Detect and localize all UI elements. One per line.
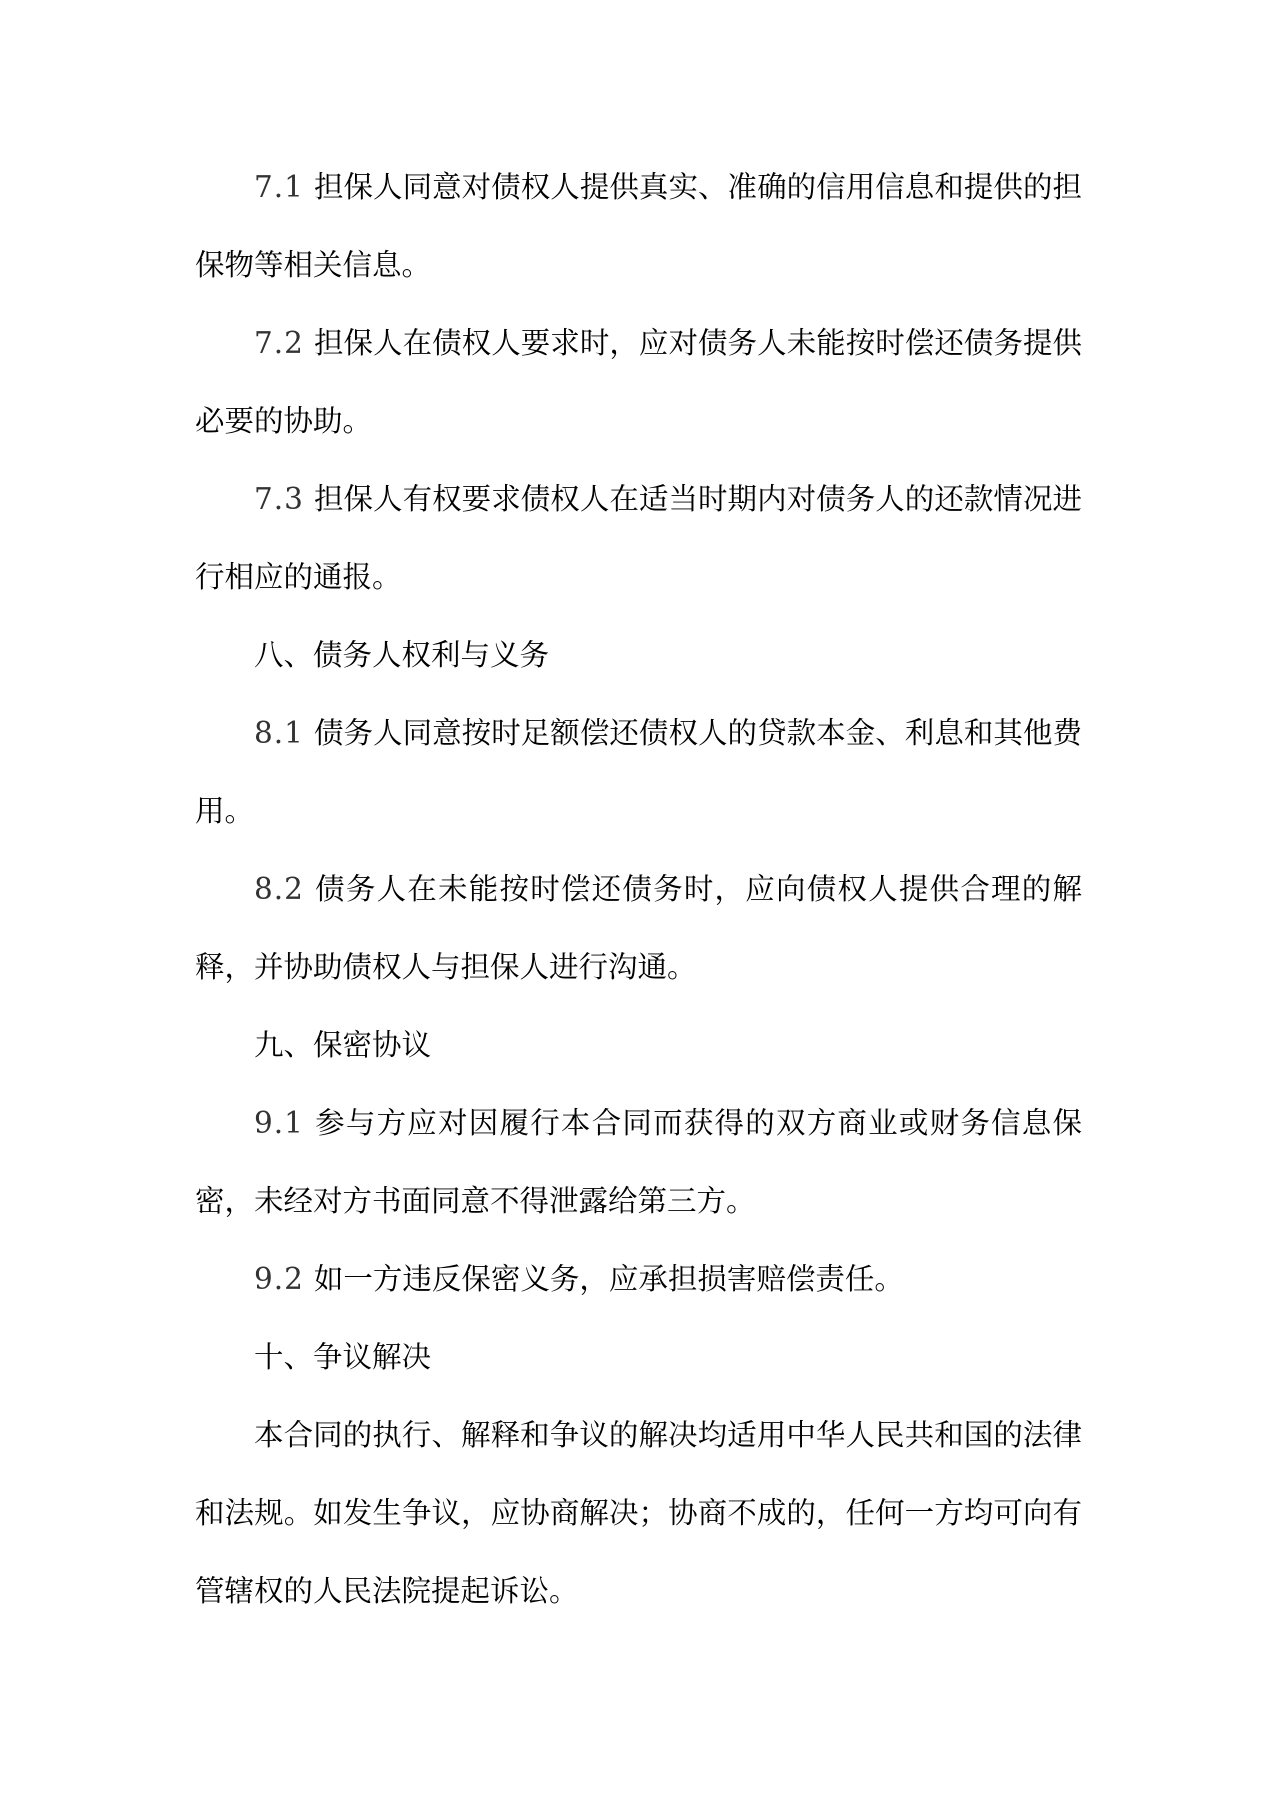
clause-text: 担保人在债权人要求时，应对债务人未能按时偿还债务提供必要的协助。 bbox=[195, 326, 1082, 438]
clause-text: 债务人同意按时足额偿还债权人的贷款本金、利息和其他费用。 bbox=[195, 716, 1082, 828]
clause-number: 8.2 bbox=[254, 872, 304, 906]
clause-text: 担保人有权要求债权人在适当时期内对债务人的还款情况进行相应的通报。 bbox=[195, 482, 1082, 594]
section-heading-10: 十、争议解决 bbox=[254, 1340, 432, 1374]
clause-text: 债务人在未能按时偿还债务时，应向债权人提供合理的解释，并协助债权人与担保人进行沟通。 bbox=[195, 872, 1082, 984]
clause-7-1 bbox=[195, 148, 1082, 304]
document-body bbox=[195, 148, 1082, 1630]
clause-text: 参与方应对因履行本合同而获得的双方商业或财务信息保密，未经对方书面同意不得泄露给第三方。 bbox=[195, 1106, 1082, 1218]
clause-9-2 bbox=[195, 1240, 1082, 1318]
clause-9-1 bbox=[195, 1084, 1082, 1240]
clause-text: 担保人同意对债权人提供真实、准确的信用信息和提供的担保物等相关信息。 bbox=[195, 170, 1082, 282]
clause-text: 如一方违反保密义务，应承担损害赔偿责任。 bbox=[313, 1262, 904, 1296]
clause-8-2 bbox=[195, 850, 1082, 1006]
clause-number: 9.2 bbox=[254, 1262, 304, 1296]
clause-text: 本合同的执行、解释和争议的解决均适用中华人民共和国的法律和法规。如发生争议，应协商解决；协商不成的，任何一方均可向有管辖权的人民法院提起诉讼。 bbox=[195, 1418, 1082, 1608]
clause-7-3 bbox=[195, 460, 1082, 616]
clause-number: 7.2 bbox=[254, 326, 304, 360]
clause-10-body bbox=[195, 1396, 1082, 1630]
clause-number: 7.3 bbox=[254, 482, 304, 516]
clause-7-2 bbox=[195, 304, 1082, 460]
clause-number: 9.1 bbox=[254, 1106, 304, 1140]
clause-number: 7.1 bbox=[254, 170, 304, 204]
section-heading-9: 九、保密协议 bbox=[254, 1028, 432, 1062]
clause-8-1 bbox=[195, 694, 1082, 850]
section-heading-8: 八、债务人权利与义务 bbox=[254, 638, 550, 672]
clause-number: 8.1 bbox=[254, 716, 304, 750]
